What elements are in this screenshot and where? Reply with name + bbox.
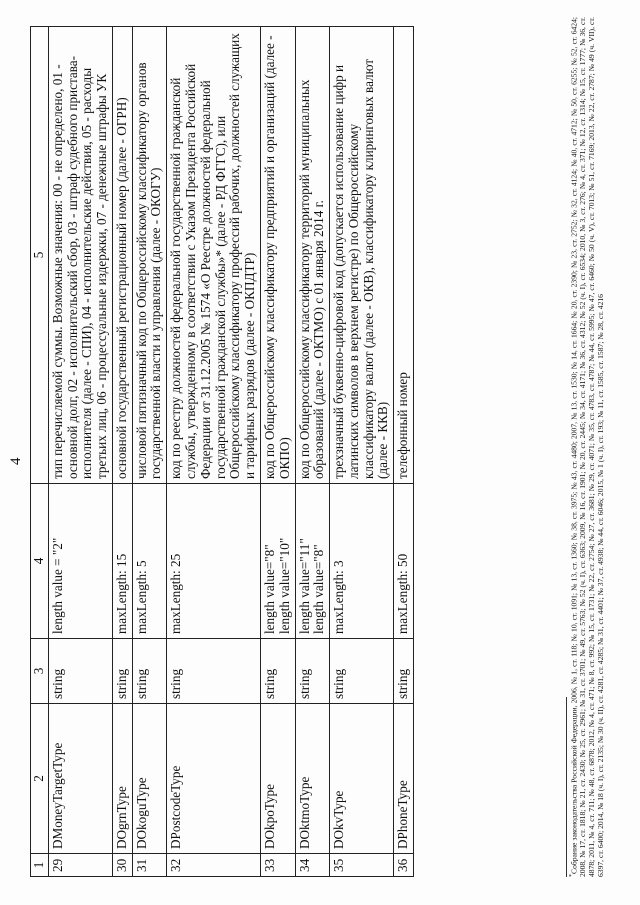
row-number: 33 (260, 854, 295, 877)
footnote (569, 17, 606, 877)
base-type: string (167, 639, 261, 704)
description: телефонный номер (394, 27, 414, 484)
table-row (112, 27, 132, 877)
row-number: 31 (132, 854, 167, 877)
restriction (48, 484, 112, 639)
table-row (394, 27, 414, 877)
type-name: DOkpoType (260, 704, 295, 854)
restriction-line: maxLength: 3 (331, 560, 347, 634)
row-number: 30 (112, 854, 132, 877)
restriction (132, 484, 167, 639)
description: код по реестру должностей федеральной государственной гражданской службы, утвержденному в соответствии с Указом Президента Российской Федерации от 31.12.2005 № 1574 «О Реестре должностей федеральной государственной гражданской службы»* (далее - РД ФГГС), или Общероссийскому классификатору профессий рабочих, должностей служащих и тарифных разрядов (далее - ОКПДТР) (167, 27, 261, 484)
table-row (48, 27, 112, 877)
footnote-text: Собрание законодательства Российской Федерации, 2006, № 1, ст. 118; № 10, ст. 1091; № 13, ст. 1360; № 38, ст. 3975; № 43, ст. 4480; 2007, № 13, ст. 1530; № 14, ст. 1664; № 20, ст. 2390; № 23, ст. 2752; № 32, ст. 4124; № 40, ст. 4712; № 50, ст. 6255; № 52, ст. 6424; 2008, № 17, ст. 1818; № 21, ст. 2430; № 25, ст. 2961; № 31, ст. 3701; № 49, ст. 5763; № 52 (ч. I), ст. 6363; 2009, № 16, ст. 1901; № 20, ст. 2445; № 34, ст. 4171; № 36, ст. 4312; № 52 (ч. I), ст. 6534; 2010, № 3, ст. 276; № 4, ст. 371; № 12, ст. 1314; № 15, ст. 1777; № 36, ст. 4878; 2011, № 4, ст. 711; № 48, ст. 6878; 2012, № 4, ст. 471; № 8, ст. 992; № 15, ст. 1731; № 22, ст. 2754; № 27, ст. 3681; № 29, ст. 4071; № 35, ст. 4783, ст. 4787; № 44, ст. 5995; № 47, ст. 6460; № 50 (ч. V), ст. 7013; № 51, ст. 7169; 2013, № 22, ст. 2787; № 49 (ч. VII), ст. 6397, ст. 6400; 2014, № 18 (ч. I), ст. 2135; № 30 (ч. II), ст. 4281, ст. 4285; № 31, ст. 4401; № 37, ст. 4938; № 44, ст. 6046; 2015, № 1 (ч. I), ст. 193; № 11, ст. 1585, ст. 1587; № 28, ст. 4216 (569, 17, 606, 877)
restriction-line: maxLength: 50 (395, 553, 411, 634)
row-number: 29 (48, 854, 112, 877)
description: код по Общероссийскому классификатору территорий муниципальных образований (далее - ОКТМО) с 01 января 2014 г. (295, 27, 330, 484)
header-col-4: 4 (31, 484, 49, 639)
restriction-line: maxLength: 5 (133, 560, 149, 634)
restriction (330, 484, 394, 639)
table-row (330, 27, 394, 877)
table-row (167, 27, 261, 877)
type-name: DMoneyTargetType (48, 704, 112, 854)
base-type: string (295, 639, 330, 704)
restriction (295, 484, 330, 639)
restriction (394, 484, 414, 639)
base-type: string (132, 639, 167, 704)
restriction (260, 484, 295, 639)
type-name: DOkoguType (132, 704, 167, 854)
description: тип перечисляемой суммы. Возможные значения: 00 - не определено, 01 - основной долг, 02 - исполнительский сбор, 03 - штраф судебного пристава-исполнителя (далее - СПИ), 04 - исполнительские действия, 05 - расходы третьих лиц, 06 - процессуальные издержки, 07 - денежные штрафы УК (48, 27, 112, 484)
row-number: 36 (394, 854, 414, 877)
table-row (295, 27, 330, 877)
restriction-line: maxLength: 15 (113, 553, 129, 634)
type-name: DPostcodeType (167, 704, 261, 854)
header-col-2: 2 (31, 704, 49, 854)
base-type: string (330, 639, 394, 704)
description: код по Общероссийскому классификатору предприятий и организаций (далее - ОКПО) (260, 27, 295, 484)
restriction-line: length value = "2" (49, 537, 65, 634)
description: числовой пятизначный код по Общероссийскому классификатору органов государственной власти и управления (далее - ОКОГУ) (132, 27, 167, 484)
table-row (260, 27, 295, 877)
row-number: 32 (167, 854, 261, 877)
type-name: DOktmoType (295, 704, 330, 854)
type-name: DOkvType (330, 704, 394, 854)
table-header-row (31, 27, 49, 877)
restriction (167, 484, 261, 639)
restriction (112, 484, 132, 639)
type-name: DOgrnType (112, 704, 132, 854)
types-table (30, 26, 414, 877)
header-col-1: 1 (31, 854, 49, 877)
footnote-divider (566, 697, 567, 877)
base-type: string (394, 639, 414, 704)
header-col-3: 3 (31, 639, 49, 704)
page-number: 4 (8, 457, 24, 465)
restriction-line: maxLength: 25 (168, 553, 184, 634)
table-row (132, 27, 167, 877)
type-name: DPhoneType (394, 704, 414, 854)
description: трехзначный буквенно-цифровой код (допускается использование цифр и латинских символов в верхнем регистре) по Общероссийскому классификатору валют (далее - ОКВ), классификатору клиринговых валют (далее - ККВ) (330, 27, 394, 484)
base-type: string (48, 639, 112, 704)
description: основной государственный регистрационный номер (далее - ОГРН) (112, 27, 132, 484)
restriction-line: length value="8" (261, 544, 277, 634)
base-type: string (260, 639, 295, 704)
restriction-line: length value="10" (276, 537, 292, 634)
row-number: 35 (330, 854, 394, 877)
row-number: 34 (295, 854, 330, 877)
base-type: string (112, 639, 132, 704)
header-col-5: 5 (31, 27, 49, 484)
restriction-line: length value="11" (296, 538, 312, 634)
footnote-marker: * (569, 874, 575, 877)
restriction-line: length value="8" (311, 544, 327, 634)
